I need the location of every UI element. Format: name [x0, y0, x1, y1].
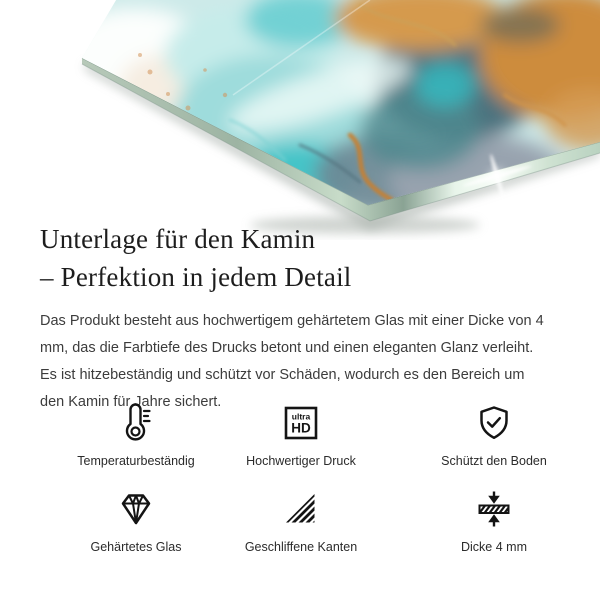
- page-title: [40, 220, 560, 296]
- product-photo: [0, 0, 600, 240]
- product-description: Das Produkt besteht aus hochwertigem gehärtetem Glas mit einer Dicke von 4 mm, das die Farbtiefe des Drucks betont und einen eleganten Glanz verleiht. Es ist hitzebeständig und schützt vor Schäden, wodurch es den Bereich um den Kamin für Jahre sichert.: [40, 313, 544, 410]
- feature-grid: [0, 400, 600, 570]
- feature-label: Gehärtetes Glas: [90, 540, 182, 554]
- feature-label: Hochwertiger Druck: [246, 454, 356, 468]
- feature-thickness: [384, 489, 600, 554]
- page-title-line1: Unterlage für den Kamin: [40, 224, 316, 254]
- feature-label: Geschliffene Kanten: [244, 540, 358, 554]
- feature-label: Temperaturbeständig: [77, 454, 195, 468]
- feature-label: Dicke 4 mm: [461, 540, 527, 554]
- thermometer-icon: [116, 403, 156, 443]
- diamond-icon: [116, 489, 156, 529]
- feature-print-quality: [191, 403, 411, 468]
- feature-polished-edges: [191, 489, 411, 554]
- shield-check-icon: [474, 403, 514, 443]
- page-title-line2: – Perfektion in jedem Detail: [40, 262, 352, 292]
- feature-label: Schützt den Boden: [441, 454, 547, 468]
- feature-floor-protection: [384, 403, 600, 468]
- ultra-hd-badge-top: ultra: [291, 411, 311, 422]
- polished-edges-icon: [281, 489, 321, 529]
- thickness-arrows-icon: [474, 489, 514, 529]
- glass-panel-illustration: [0, 0, 600, 240]
- ultra-hd-icon: [281, 403, 321, 443]
- ultra-hd-badge-bottom: HD: [291, 420, 311, 436]
